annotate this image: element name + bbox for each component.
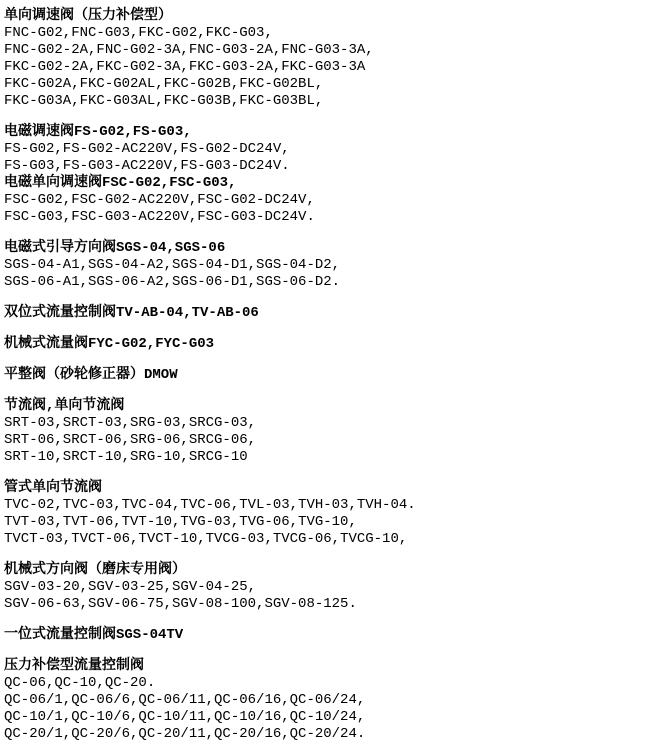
section-heading: 机械式流量阀FYC-G02,FYC-G03 xyxy=(4,336,215,352)
part-number-line: SGV-06-63,SGV-06-75,SGV-08-100,SGV-08-125. xyxy=(4,596,357,612)
section-heading: 管式单向节流阀 xyxy=(4,480,102,496)
section-two-position-flow-control-valve xyxy=(4,305,670,322)
part-number-line: FS-G02,FS-G02-AC220V,FS-G02-DC24V, xyxy=(4,141,290,157)
part-number-line: SGV-03-20,SGV-03-25,SGV-04-25, xyxy=(4,579,257,595)
section-solenoid-pilot-directional-valve xyxy=(4,240,670,291)
part-number-line: TVCT-03,TVCT-06,TVCT-10,TVCG-03,TVCG-06,TVCG-10, xyxy=(4,531,408,547)
section-mechanical-flow-valve xyxy=(4,336,670,353)
part-number-line: TVC-02,TVC-03,TVC-04,TVC-06,TVL-03,TVH-03,TVH-04. xyxy=(4,497,416,513)
part-number-line: QC-10/1,QC-10/6,QC-10/11,QC-10/16,QC-10/24, xyxy=(4,709,366,725)
section-heading: 双位式流量控制阀TV-AB-04,TV-AB-06 xyxy=(4,305,259,321)
section-heading: 节流阀,单向节流阀 xyxy=(4,398,125,414)
part-number-line: FNC-G02-2A,FNC-G02-3A,FNC-G03-2A,FNC-G03-3A, xyxy=(4,42,374,58)
section-heading: 机械式方向阀（磨床专用阀） xyxy=(4,562,186,578)
part-number-line: TVT-03,TVT-06,TVT-10,TVG-03,TVG-06,TVG-10, xyxy=(4,514,357,530)
section-solenoid-speed-valve xyxy=(4,124,670,175)
section-heading: 压力补偿型流量控制阀 xyxy=(4,658,144,674)
part-number-line: SRT-03,SRCT-03,SRG-03,SRCG-03, xyxy=(4,415,257,431)
part-number-line: QC-20/1,QC-20/6,QC-20/11,QC-20/16,QC-20/24. xyxy=(4,726,366,742)
section-pressure-compensated-flow-control-valve xyxy=(4,658,670,743)
part-number-line: SRT-06,SRCT-06,SRG-06,SRCG-06, xyxy=(4,432,257,448)
section-heading: 一位式流量控制阀SGS-04TV xyxy=(4,627,184,643)
part-number-line: FSC-G02,FSC-G02-AC220V,FSC-G02-DC24V, xyxy=(4,192,315,208)
part-number-line: SGS-04-A1,SGS-04-A2,SGS-04-D1,SGS-04-D2, xyxy=(4,257,341,273)
section-heading: 平整阀（砂轮修正器）DMOW xyxy=(4,367,178,383)
part-number-line: SRT-10,SRCT-10,SRG-10,SRCG-10 xyxy=(4,449,248,465)
part-number-line: FKC-G03A,FKC-G03AL,FKC-G03B,FKC-G03BL, xyxy=(4,93,324,109)
section-leveling-valve xyxy=(4,367,670,384)
part-number-line: FSC-G03,FSC-G03-AC220V,FSC-G03-DC24V. xyxy=(4,209,315,225)
section-one-way-speed-valve xyxy=(4,8,670,110)
part-number-line: SGS-06-A1,SGS-06-A2,SGS-06-D1,SGS-06-D2. xyxy=(4,274,341,290)
section-one-position-flow-control-valve xyxy=(4,627,670,644)
section-pipe-one-way-throttle-valve xyxy=(4,480,670,548)
part-number-line: FNC-G02,FNC-G03,FKC-G02,FKC-G03, xyxy=(4,25,273,41)
part-number-line: QC-06,QC-10,QC-20. xyxy=(4,675,156,691)
section-heading: 电磁式引导方向阀SGS-04,SGS-06 xyxy=(4,240,226,256)
part-number-line: QC-06/1,QC-06/6,QC-06/11,QC-06/16,QC-06/24, xyxy=(4,692,366,708)
section-throttle-valve xyxy=(4,398,670,466)
section-heading: 电磁单向调速阀FSC-G02,FSC-G03, xyxy=(4,175,237,191)
part-number-line: FKC-G02-2A,FKC-G02-3A,FKC-G03-2A,FKC-G03-3A xyxy=(4,59,366,75)
section-mechanical-directional-valve xyxy=(4,562,670,613)
part-number-line: FS-G03,FS-G03-AC220V,FS-G03-DC24V. xyxy=(4,158,290,174)
section-heading: 电磁调速阀FS-G02,FS-G03, xyxy=(4,124,192,140)
section-solenoid-one-way-speed-valve xyxy=(4,175,670,226)
part-number-line: FKC-G02A,FKC-G02AL,FKC-G02B,FKC-G02BL, xyxy=(4,76,324,92)
section-heading: 单向调速阀（压力补偿型） xyxy=(4,8,172,24)
